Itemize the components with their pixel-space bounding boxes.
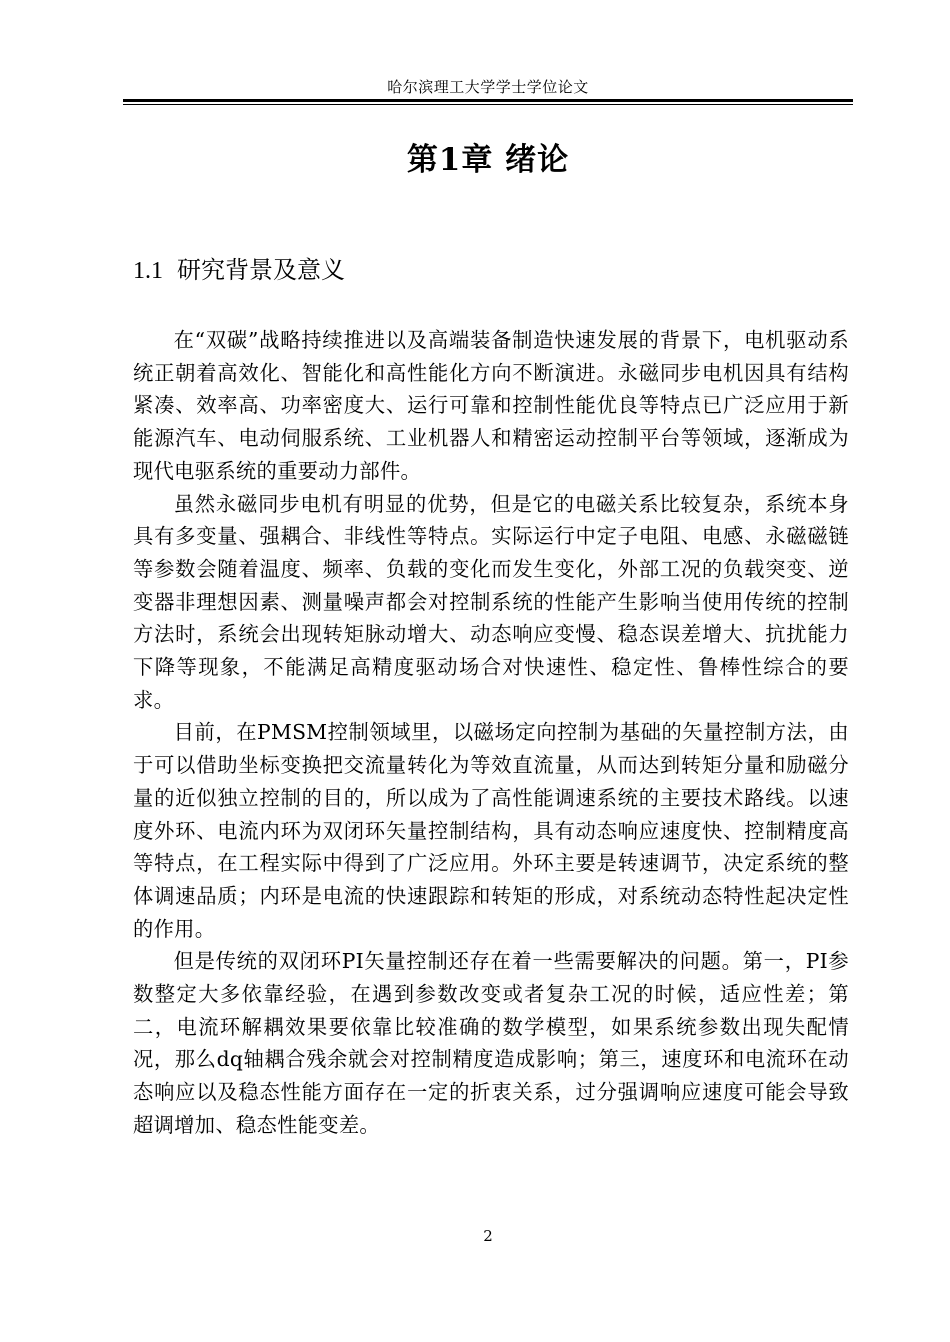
header-rule-thick: [123, 99, 853, 102]
paragraph: 但是传统的双闭环PI矢量控制还存在着一些需要解决的问题。第一，PI参数整定大多依靠经验，在遇到参数改变或者复杂工况的时候，适应性差；第二，电流环解耦效果要依靠比较准确的数学模型，如果系统参数出现失配情况，那么dq轴耦合残余就会对控制精度造成影响；第三，速度环和电流环在动态响应以及稳态性能方面存在一定的折衷关系，过分强调响应速度可能会导致超调增加、稳态性能变差。: [133, 949, 849, 1137]
body-text: [133, 324, 849, 1142]
running-header: 哈尔滨理工大学学士学位论文: [387, 78, 589, 96]
paragraph: 在“双碳”战略持续推进以及高端装备制造快速发展的背景下，电机驱动系统正朝着高效化、智能化和高性能化方向不断演进。永磁同步电机因具有结构紧凑、效率高、功率密度大、运行可靠和控制性能优良等特点已广泛应用于新能源汽车、电动伺服系统、工业机器人和精密运动控制平台等领域，逐渐成为现代电驱系统的重要动力部件。: [133, 328, 849, 483]
section-title: 研究背景及意义: [177, 256, 345, 284]
paragraph: 目前，在PMSM控制领域里，以磁场定向控制为基础的矢量控制方法，由于可以借助坐标变换把交流量转化为等效直流量，从而达到转矩分量和励磁分量的近似独立控制的目的，所以成为了高性能调速系统的主要技术路线。以速度外环、电流内环为双闭环矢量控制结构，具有动态响应速度快、控制精度高等特点，在工程实际中得到了广泛应用。外环主要是转速调节，决定系统的整体调速品质；内环是电流的快速跟踪和转矩的形成，对系统动态特性起决定性的作用。: [133, 720, 849, 941]
paragraph: 虽然永磁同步电机有明显的优势，但是它的电磁关系比较复杂，系统本身具有多变量、强耦合、非线性等特点。实际运行中定子电阻、电感、永磁磁链等参数会随着温度、频率、负载的变化而发生变化，外部工况的负载突变、逆变器非理想因素、测量噪声都会对控制系统的性能产生影响当使用传统的控制方法时，系统会出现转矩脉动增大、动态响应变慢、稳态误差增大、抗扰能力下降等现象，不能满足高精度驱动场合对快速性、稳定性、鲁棒性综合的要求。: [133, 491, 849, 712]
section-number: 1.1: [133, 258, 163, 284]
page-number: 2: [483, 1227, 493, 1245]
header-rule-thin: [123, 104, 853, 105]
section-heading: [133, 254, 345, 287]
chapter-title: 第1章 绪论: [406, 142, 570, 178]
